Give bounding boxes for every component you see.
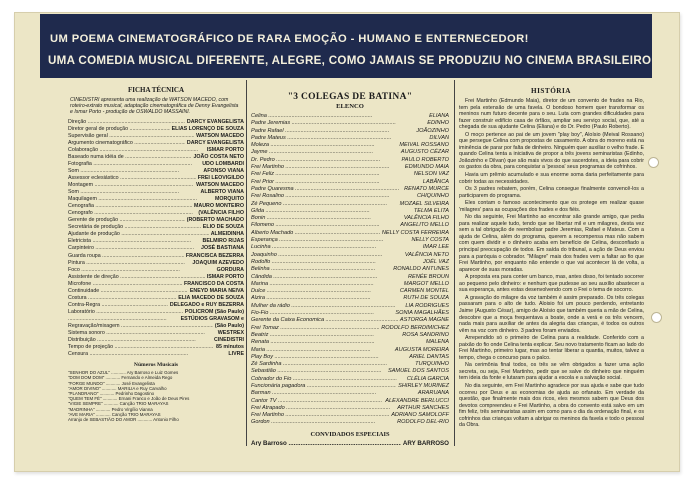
credit-row-value: ENEYD MARIA NEIVA — [189, 287, 244, 294]
historia-paragraph: Na cerimônia final todos, os três se vêm obrigados a fazer uma ação secreta, ou seja, Frei Martinho, pedir que se salve do dinheiro que ninguém tem ideia da fonte e lutaram para ajudar a escola e a salvação social. — [459, 362, 644, 382]
cast-row-label: Padre Mateus ..... — [251, 135, 427, 142]
credit-row-label: Contra-Regra ..... — [68, 302, 168, 309]
credit-row — [68, 281, 244, 288]
guest-row-label: Ary Barroso ..... — [251, 440, 401, 446]
cast-row-label: Renata ..... — [251, 339, 424, 346]
cast-row-label: Frei Feliz ..... — [251, 171, 412, 178]
credit-row — [68, 316, 244, 323]
historia-paragraph: No dia seguinte, Frei Martinho ao encontrar são grande amigo, que pedia para realizar aquele tudo, tendo que se libertar mil e um milagres, desta vez sem a tal obrigação de reembolsar padre Jeremias, Rafael e Mateus. Com a ajuda de Celina, além do programa, querem a recompensa mas não sabem com quem dividir e o dinheiro acaba em benefício de Celina, desconfiado a principal preocupação de todos. Em saída do tribunal, a ação de Deus enviou para a paróquia o cobrador. "Milagre" mais dos frades vem a faltar ao fio que Frei Martinho, por enquanto não entende o que vai acontecer lá de volta, a aparecer de suas moradas. — [459, 214, 644, 273]
historia-paragraph: Havia um prêmio acumulado e sua enorme soma daria perfeitamente para cobrir todas as necessidades. — [459, 172, 644, 185]
cast-row-value: RODOLFO BERDIMICHEZ — [381, 324, 449, 331]
credit-row-value: WESTREX — [217, 330, 244, 337]
cast-row — [251, 164, 449, 171]
credit-row — [68, 196, 244, 203]
credit-row-label: Distribuição ..... — [68, 337, 212, 344]
cast-row-value: EDINHO — [427, 120, 449, 127]
credit-row-value: ELIA MACEDO DE SOUZA — [178, 294, 244, 301]
credit-row-value: FRANCISCA BEZERRA — [185, 252, 244, 259]
cast-row-label: Fio-Fio ..... — [251, 310, 393, 317]
credit-row — [68, 147, 244, 154]
credit-row-value: DARCY EVANGELISTA — [186, 118, 244, 125]
credit-row — [68, 344, 244, 351]
credit-row-label: Argumento cinematográfico ..... — [68, 140, 185, 147]
cast-row-label: Frei Rosalino ..... — [251, 193, 415, 200]
cast-row — [251, 179, 449, 186]
credit-row-label: Gerente de produção ..... — [68, 217, 185, 224]
cast-row-label: Funcionária pagadora ..... — [251, 383, 396, 390]
cast-row-value: ARIEL DANTAS — [409, 353, 449, 360]
cast-row — [251, 157, 449, 164]
credit-row-label: Maquilagem ..... — [68, 196, 213, 203]
credit-row — [68, 309, 244, 316]
cast-row-label: Esperança ..... — [251, 237, 409, 244]
cast-row-label: Cobrador do Fio ..... — [251, 376, 405, 383]
cast-row — [251, 113, 449, 120]
cast-row — [251, 405, 449, 412]
credit-row — [68, 337, 244, 344]
credit-row-label: Microfone ..... — [68, 281, 182, 288]
cast-row — [251, 215, 449, 222]
credit-row-value: CINEDISTRI — [213, 337, 244, 344]
cast-row-value: NELSON VAZ — [413, 171, 449, 178]
cast-row-label: Play Boy ..... — [251, 354, 407, 361]
cast-row-label: Frei Tomaz ..... — [251, 325, 379, 332]
credit-row — [68, 168, 244, 175]
cast-row-value: VALÊNCIA FILHO — [403, 215, 449, 222]
cast-row — [251, 325, 449, 332]
historia-paragraph: Arrependido só o primeiro de Celina para a realidade. Conferido com a paixão do fio onde Celina tenta explicar. Seu novo tratamento ficam ao lado do Frei Martinho, primeiro lugar, mas ao tentar liberar a quantia, muitos, talvez a tempo, chega o concurso para o palco. — [459, 335, 644, 361]
cast-row-label: Joaquinho ..... — [251, 252, 403, 259]
cast-row-value: CARMEN MONTEL — [399, 288, 449, 295]
cast-row — [251, 244, 449, 251]
cast-row-value: AUGUSTA MOREIRA — [394, 346, 449, 353]
credit-row-label: Eletricista ..... — [68, 238, 201, 245]
credits-list — [68, 119, 244, 359]
cast-row — [251, 376, 449, 383]
cast-row — [251, 368, 449, 375]
credit-row-label: Carpinteiro ..... — [68, 245, 199, 252]
cast-row — [251, 412, 449, 419]
credit-row — [68, 217, 244, 224]
cast-row-label: Alberto Machado ..... — [251, 230, 380, 237]
film-title: "3 COLEGAS DE BATINA" — [287, 92, 413, 102]
credit-row-value: MAURO MONTEIRO — [193, 203, 244, 210]
credit-row-label: Ajudante de produção ..... — [68, 231, 209, 238]
cast-row — [251, 419, 449, 426]
credit-row-label: Montagem ..... — [68, 182, 194, 189]
historia-paragraph: A proposta era para conter um banco, mas, antes disso, foi tentado socorrer ao pequeno pelo dinheiro: e nenhum que pudesse ao seu auxílio abastecer a sua esperança, antes estas desenvolvendo com o Frei o tema de socorro. — [459, 274, 644, 294]
cast-row-value: PAULO ROBERTO — [401, 156, 449, 163]
credit-row-label: Guarda roupa ..... — [68, 253, 184, 260]
cast-row-value: AUGUSTO CÉZAR — [400, 149, 449, 156]
cast-row-label: Alzira ..... — [251, 295, 401, 302]
credit-row-value: BELMIRO RIJAS — [202, 238, 244, 245]
credit-row-label: Cenografo ..... — [68, 210, 196, 217]
credit-row-value: DELEGADO e RUY BEZERRA — [169, 301, 244, 308]
headline-line-1: UM POEMA CINEMATOGRÁFICO DE RARA EMOÇÃO - HUMANO E ENTERNECEDOR! — [50, 33, 529, 45]
cast-row-label: Barman ..... — [251, 390, 416, 397]
cast-row-value: ANGELITO MELLO — [400, 222, 449, 229]
cast-row-value: RENÉE BROUN — [407, 273, 449, 280]
cast-row — [251, 259, 449, 266]
historia-paragraph: Frei Martinho (Edmundo Maia), diretor de um convento de frades na Rio, tem pela extensão de uma favela. O bondoso homem quer transformar os meninos num futuro decente para o seu. Luta com grandes dificuldades para fazer construir edifício casa de órfãos, ampliar seu serviço social, que, até a chegada de sua ajudante Celina (Eliana) e do Dr. Pedro (Paulo Roberto). — [459, 98, 644, 131]
cast-row-value: TELMA ELITA — [413, 207, 449, 214]
cast-row-value: SONIA MAGALHÃES — [395, 310, 449, 317]
song-entry: Arranjo de SEBASTIÃO DO AMOR ............ Antonio Filho — [68, 417, 179, 423]
cast-row — [251, 230, 449, 237]
cast-row — [251, 310, 449, 317]
guest-row-value: ARY BARROSO — [402, 439, 449, 446]
credit-row-value: ELIO DE SOUZA — [202, 224, 244, 231]
cast-row-value: MEIVAL ROSSANO — [399, 142, 449, 149]
credit-row-value: 85 minutos — [216, 344, 244, 351]
credit-row-value: POLICROM (São Paulo) — [184, 308, 244, 315]
credit-row — [68, 323, 244, 330]
cast-row — [251, 120, 449, 127]
cast-row — [251, 339, 449, 346]
credit-row — [68, 182, 244, 189]
cast-row-value: MOZAEL SILVEIRA — [399, 200, 449, 207]
cast-row — [251, 149, 449, 156]
historia-paragraph: A gravação do milagre da voz também é assim preparado. Os três colegas passaram para o alto de tudo. Aloisio foi um pouco perdendo, entretanto Jaime (Augusto César), amigo de Aloísio que também queria a mão de Celina, descobre que a moça frequentava a boate, onde a verá e os três vencem, nada mais para auxiliar de antes da alegria das crianças, é todos os outros vêm na voz com dinheiro. 3 padres foram enviados. — [459, 294, 644, 334]
cast-row-value: MALENA — [425, 339, 449, 346]
cast-row-value: ARTHUR SANCHES — [397, 404, 449, 411]
cast-row-value: RENATO MURCE — [404, 185, 449, 192]
cast-row-value: NELLY COSTA FERREIRA — [381, 229, 449, 236]
credit-row-value: DARCY EVANGELISTA — [186, 139, 244, 146]
credit-row-value: UDO LOMBARDI — [202, 160, 244, 167]
cast-row-label: Belinha ..... — [251, 266, 391, 273]
credit-row — [68, 189, 244, 196]
credit-row-label: Secretária de produção ..... — [68, 224, 201, 231]
credit-row-label: Diretor geral de produção ..... — [68, 126, 170, 133]
credit-row — [68, 260, 244, 267]
song-entry: "QUEM TEM FÉ" ............ Ernani Franco e João de Deus Pires — [68, 396, 190, 402]
song-entry: "PLANDRANO" ............ Pedrinho Dagostino — [68, 391, 155, 397]
cast-row-label: Jayme ..... — [251, 149, 399, 156]
cast-row — [251, 361, 449, 368]
song-entry: "MADRINHA" ............ Pedro Virgílio Vianna — [68, 406, 153, 412]
cast-row-value: LIA RODRIGUES — [405, 302, 449, 309]
cast-row — [251, 201, 449, 208]
cast-row — [251, 295, 449, 302]
credit-row — [68, 133, 244, 140]
cast-row-value: ELIANA — [429, 113, 449, 119]
credit-row-label: Censura ..... — [68, 351, 226, 358]
credit-row-label: Regravação/mixagem ..... — [68, 323, 213, 330]
cast-row-value: ALEXANDRE BERLUCCI — [385, 397, 449, 404]
cast-row — [251, 135, 449, 142]
cast-row-label: Rodolfo ..... — [251, 259, 421, 266]
credit-row-value: (São Paulo) — [214, 322, 244, 329]
cast-row-value: MARGOT MELLO — [403, 280, 449, 287]
credit-row — [68, 330, 244, 337]
cast-row-value: RODOLFO DEL-RIO — [397, 419, 449, 426]
cast-row-label: Frei Martinho ..... — [251, 412, 389, 419]
credit-row — [68, 140, 244, 147]
cast-row — [251, 317, 449, 324]
cast-row-value: JOÃOZINHO — [416, 127, 449, 134]
credit-row-value: JOAQUIM AZEVEDO — [192, 259, 244, 266]
elenco-title: ELENCO — [336, 103, 364, 110]
credit-row-label: Laboratório ..... — [68, 309, 183, 316]
song-entry: "AVE MARIA" ............ Canção TRIO MARAYAS — [68, 411, 161, 417]
credit-row-label: Som ..... — [68, 168, 201, 175]
cast-row-label: Padre Jeremias ..... — [251, 120, 425, 127]
cast-row-label: Padre Quaresma ..... — [251, 186, 402, 193]
song-entry: "DOM DOM DOM" ............ Fernando e Almeida Rego — [68, 375, 173, 381]
cast-row-value: ADRIANO SAMOLOFF — [391, 412, 449, 419]
cast-row-label: Celina ..... — [251, 113, 427, 120]
credit-row — [68, 161, 244, 168]
cast-row-label: Gilda ..... — [251, 208, 412, 215]
cast-row-value: SAMUEL DOS SANTOS — [387, 368, 449, 375]
credit-row — [68, 245, 244, 252]
ficha-tecnica-column — [68, 80, 244, 446]
cast-row — [251, 281, 449, 288]
convidados-title: CONVIDADOS ESPECIAIS — [310, 430, 390, 438]
credit-row-value: FRANCISCO DA COSTA — [183, 280, 244, 287]
credit-row-value: (ROBERTO MACHADO — [186, 217, 244, 224]
headline-line-2: UMA COMEDIA MUSICAL DIFERENTE, ALEGRE, COMO JAMAIS SE PRODUZIU NO CINEMA BRASILEIRO — [48, 54, 652, 67]
credit-row-value: WATSON MACEDO — [196, 182, 244, 189]
cast-row-value: DILVAN — [429, 134, 449, 141]
credit-row-value: ALBERTO VIANA — [200, 189, 244, 196]
credit-row-label: Baseado numa idéia de ..... — [68, 154, 191, 161]
cast-row-value: JOÉL VAZ — [422, 258, 449, 265]
credit-row-value: LIVRE — [228, 351, 244, 358]
historia-paragraph: Eles contam o famoso acontecimento que os protege em realizar quase 'milagres' para as ocupações dos frades e dos fiéis. — [459, 200, 644, 213]
credit-row — [68, 351, 244, 358]
credit-row-value: WATSON MACEDO — [196, 132, 244, 139]
cast-row-label: Beatriz ..... — [251, 332, 400, 339]
credit-row-label: Costura ..... — [68, 295, 176, 302]
cast-row-value: CHIQUINHO — [416, 193, 449, 200]
credit-row — [68, 210, 244, 217]
cast-row-label: Padre Rafael ..... — [251, 128, 414, 135]
credit-row-value: JOÃO COSTA NETO — [193, 153, 244, 160]
cast-row — [251, 186, 449, 193]
cast-row-label: Zé Pequeno ..... — [251, 201, 398, 208]
credit-row-label — [68, 316, 179, 323]
cast-row-label: Gerente da Caixa Economica ..... — [251, 317, 398, 324]
cast-list — [251, 113, 449, 427]
cast-row-label: Filomeno ..... — [251, 222, 398, 229]
credit-row — [68, 302, 244, 309]
credit-row-value: FREI LEOVIGILDO — [197, 174, 244, 181]
cast-row — [251, 222, 449, 229]
cast-row-label: Lucinha ..... — [251, 244, 421, 251]
credit-row-value: ISMAR PORTO — [206, 273, 244, 280]
cast-row-value: LABÂNCA — [422, 178, 449, 185]
cast-row — [251, 171, 449, 178]
guest-row — [251, 440, 449, 446]
cast-row-value: SHIRLEY MURINEZ — [398, 382, 449, 389]
cast-row-value: CLÉLIA GARCIA — [406, 375, 449, 382]
cast-row-label: Mulher da rádio ..... — [251, 303, 403, 310]
punch-hole — [648, 157, 659, 168]
credit-row-label: Fotografia ..... — [68, 161, 200, 168]
credit-row-label: Pintura ..... — [68, 260, 190, 267]
cast-row-label: Dr. Pedro ..... — [251, 157, 399, 164]
cast-row-label: Cantor TV ..... — [251, 398, 383, 405]
headline-banner — [40, 14, 652, 78]
elenco-column — [246, 80, 453, 446]
cast-row-value: EDMUNDO MAIA — [404, 164, 449, 171]
cast-row-value: RUTH DE SOUZA — [403, 295, 449, 302]
cast-row-label: Maria ..... — [251, 347, 393, 354]
credit-row-label: Tempo de projeção ..... — [68, 344, 214, 351]
cast-row-label: Frei Atrapado ..... — [251, 405, 395, 412]
historia-paragraph: No dia seguinte, em Frei Martinho agradece por sua ajuda e sabe que tudo ocorreu por Deus e as economias de ajuda ao orfanato. Em verdade da questão, que finalmente mais dos ricos, eles mesmos sabem que Deus dos devotos compreendeu e Frei Martinho, a obra do convento está salvo em um fim feliz, três seminaristas assim em como para o dia da ordenação final, e os cofrinhos das crianças voltam a abrigar os meninos da favela e todo o pessoal da Obra. — [459, 382, 644, 429]
credit-row — [68, 126, 244, 133]
cast-row-value: ASTORGA MAGNE — [399, 317, 449, 324]
credit-row — [68, 295, 244, 302]
song-entry: "AMOR DIVINO" ............ MARILIA e Ruy Carvalho — [68, 385, 167, 391]
credit-row-label: Colaboração ..... — [68, 147, 205, 154]
cast-row — [251, 390, 449, 397]
ficha-intro: CINEDISTRI apresenta uma realização de WATSON MACEDO, com roteiro-extrato musical, adaptação cinematográfica de Denny Evangelista e Ismar Porto - produção de OSWALDO MASSAINI. — [70, 97, 239, 116]
cast-row-label: Cândida ..... — [251, 274, 406, 281]
credit-row-label: Assessor eclesiástico ..... — [68, 175, 196, 182]
credit-row — [68, 154, 244, 161]
musicais-title: Números Musicais — [133, 362, 179, 369]
cast-row-label: Frei Prior ..... — [251, 179, 421, 186]
credit-row-value: GORDURA — [216, 266, 244, 273]
credit-row-label: Assistente de direção ..... — [68, 274, 205, 281]
cast-row — [251, 383, 449, 390]
convidados-list — [251, 440, 449, 446]
cast-row-label: Moleza ..... — [251, 142, 397, 149]
ficha-tecnica-title: FICHA TÉCNICA — [127, 86, 185, 94]
song-entry: "VIGIE SEMPRE" ............ Canção TRIO MARAYAS — [68, 401, 169, 407]
cast-row — [251, 274, 449, 281]
cast-row — [251, 288, 449, 295]
credit-row-value: MORQUITO — [214, 196, 244, 203]
credit-row-label: Cenografia ..... — [68, 203, 192, 210]
cast-row-value: TURQUINHO — [415, 361, 449, 368]
cast-row-label: Frei Martinho ..... — [251, 164, 403, 171]
historia-title: HISTÓRIA — [531, 87, 571, 95]
cast-row-value: VALÊNCIA NETO — [404, 251, 449, 258]
credit-row — [68, 288, 244, 295]
credit-row-value: ALMEIDINHA — [210, 231, 244, 238]
cast-row — [251, 193, 449, 200]
credit-row-value: (VALÊNCIA FILHO — [198, 210, 244, 217]
cast-row-value: ARARUANA — [417, 390, 449, 397]
credit-row-value: AFONSO VIANA — [203, 167, 244, 174]
credit-row-label: Supervisão geral ..... — [68, 133, 194, 140]
credit-row-label: Sistema sonoro ..... — [68, 330, 216, 337]
cast-row-label: Zé Sardinha ..... — [251, 361, 413, 368]
credit-row — [68, 119, 244, 126]
credit-row-value: ELIAS LORENÇO DE SOUZA — [171, 125, 244, 132]
songs-list — [68, 370, 244, 422]
historia-column — [454, 80, 647, 446]
credit-row-value: ISMAR PORTO — [206, 146, 244, 153]
credit-row-label: Direção ..... — [68, 119, 185, 126]
cast-row — [251, 128, 449, 135]
cast-row — [251, 252, 449, 259]
song-entry: "FORGE MUNDO" ............ José Evangelista — [68, 380, 155, 386]
cast-row-value: NELLY COSTA — [411, 237, 449, 244]
cast-row — [251, 398, 449, 405]
credit-row — [68, 175, 244, 182]
cast-row-value: IMAR LEE — [422, 244, 449, 251]
cast-row — [251, 332, 449, 339]
cast-row-value: RONALDO ANTUNES — [393, 266, 449, 273]
credit-row-label: Foco ..... — [68, 267, 215, 274]
cast-row — [251, 354, 449, 361]
credit-row — [68, 224, 244, 231]
cast-row — [251, 237, 449, 244]
historia-text — [459, 98, 644, 429]
punch-hole — [651, 312, 662, 323]
cast-row-label: Sebastião ..... — [251, 368, 386, 375]
cast-row — [251, 347, 449, 354]
cast-row — [251, 266, 449, 273]
credit-row-label: Continuidade ..... — [68, 288, 188, 295]
credit-row-value: ESTÚDIOS GRAVASOM e — [180, 315, 244, 322]
credit-row — [68, 231, 244, 238]
cast-row-label: Marina ..... — [251, 281, 402, 288]
credit-row — [68, 253, 244, 260]
credit-row — [68, 274, 244, 281]
historia-paragraph: Os 3 padres rebatem, porém, Celina consegue finalmente convencê-los a participarem do programa. — [459, 186, 644, 199]
cast-row — [251, 303, 449, 310]
cast-row-label: Bonin ..... — [251, 215, 402, 222]
cast-row-label: Dulce ..... — [251, 288, 398, 295]
cast-row-label: Gordon ..... — [251, 419, 395, 426]
song-entry: "SENHOR DO AZUL" ............ Ary Barroso e Luiz Gomes — [68, 370, 179, 376]
cast-row-value: ROSA SANDRINO — [402, 331, 449, 338]
credit-row-label: Som ..... — [68, 189, 199, 196]
credit-row — [68, 267, 244, 274]
historia-paragraph: O moço pertence ao pai de um jovem "play boy", Aloísio (Meival Rossano) que persegue Celina com propostas de casamento. A obra do moreno está na iminência de parar por falta de dinheiro. Ninguém quer auxiliar o velho frade. E quando Celina tenta a iniciativa de propor a três jovens seminaristas (Edinho, Joãozinho e Dilvan) que são mais vivos do que sacerdotes, a ideia para cobrir os gastos da obra, para conquistar a 'pessoa' seus programas de cofrinhos. — [459, 131, 644, 171]
credit-row-value: JOSÉ BASTIANA — [201, 245, 244, 252]
